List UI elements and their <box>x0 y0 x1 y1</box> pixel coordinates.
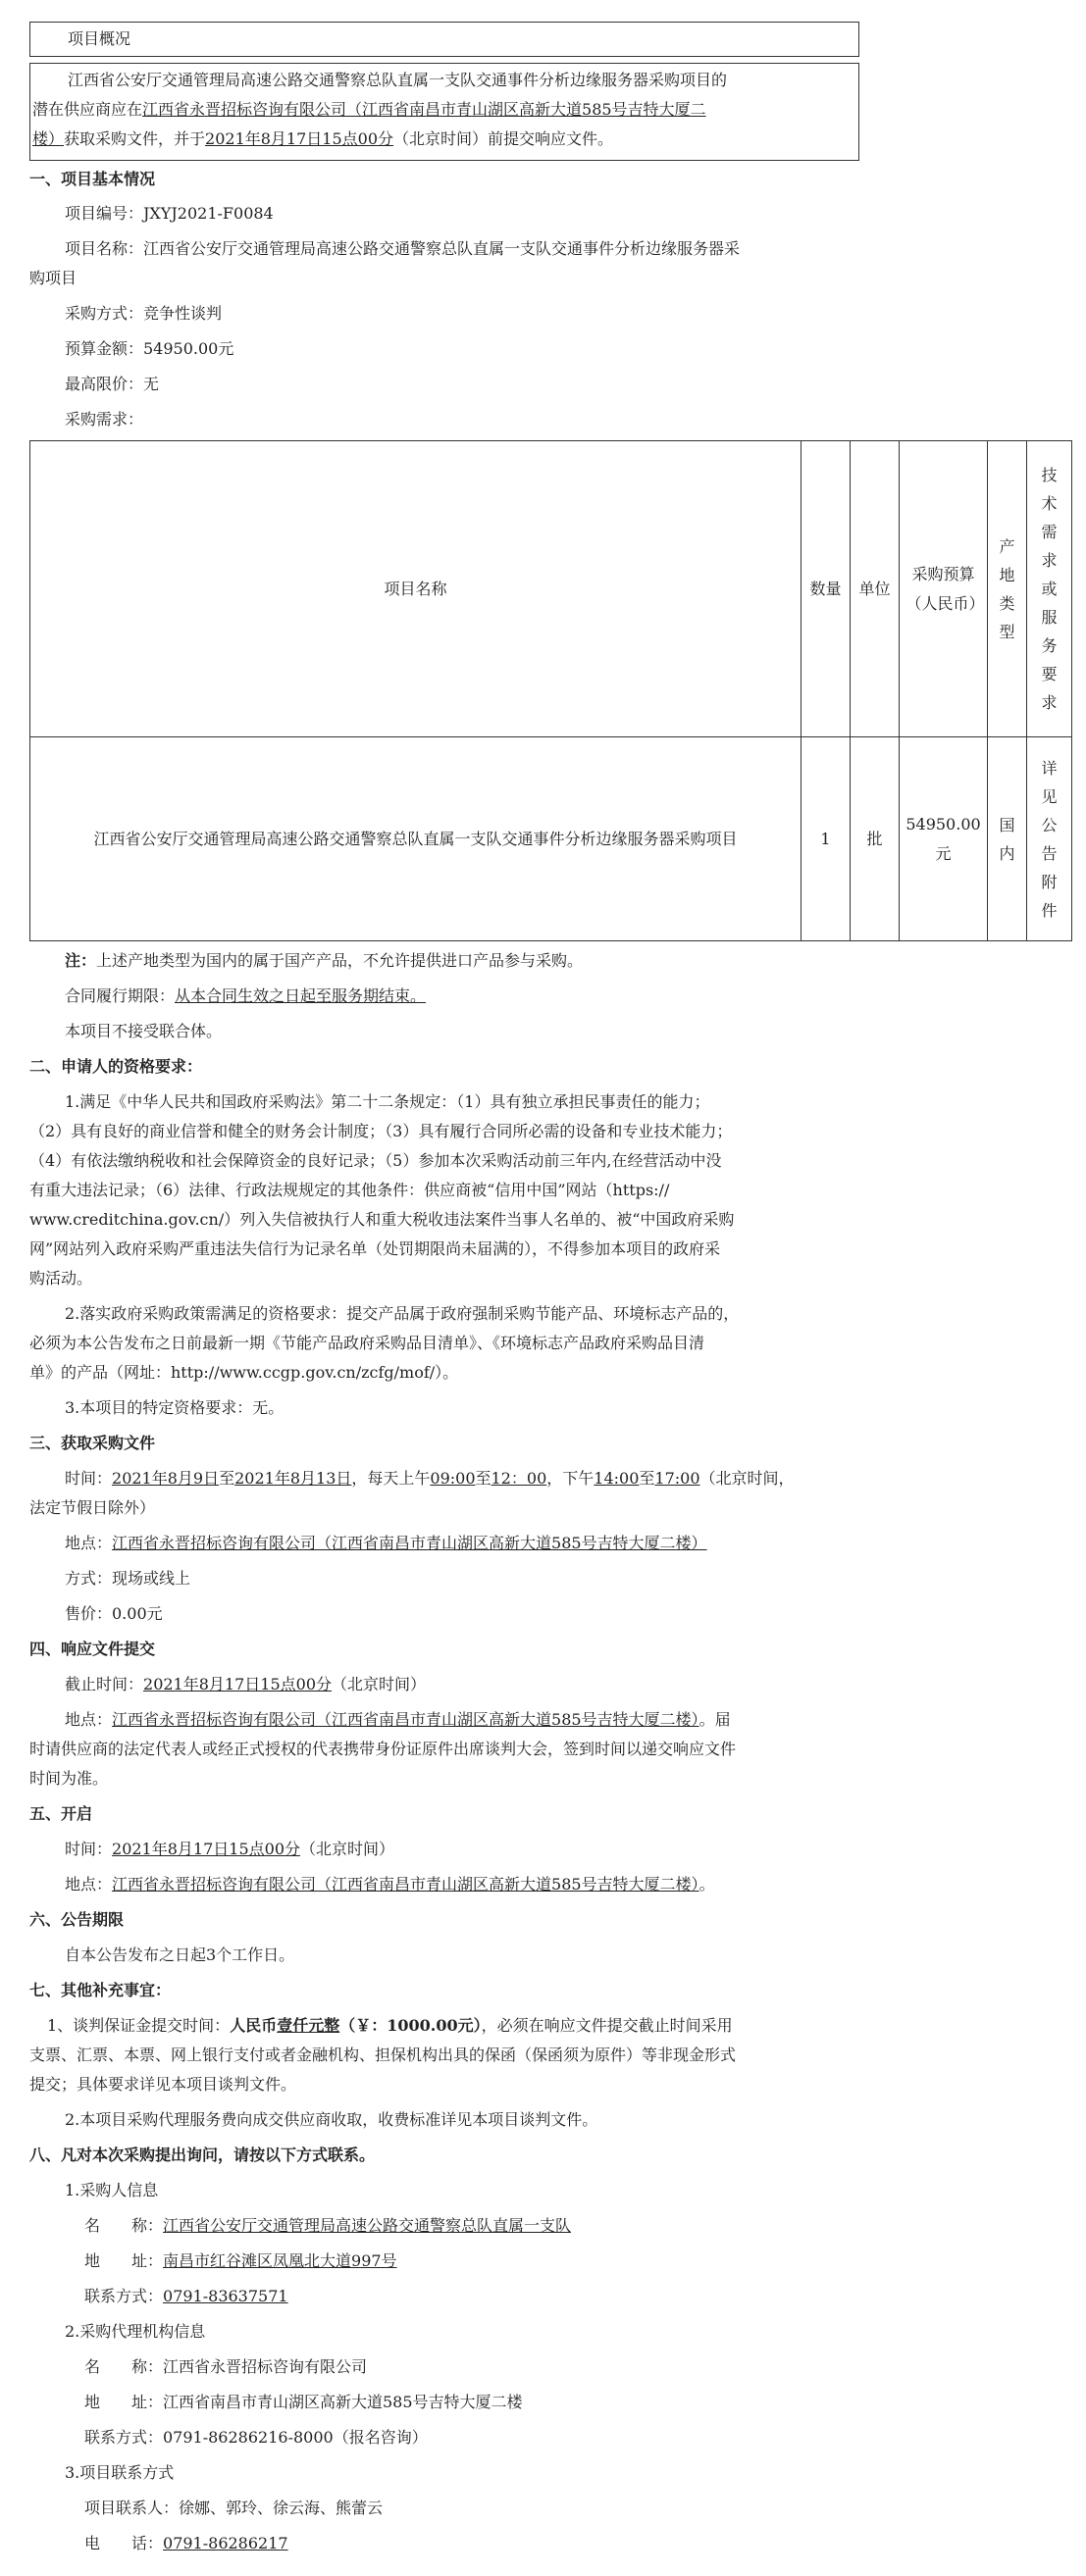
doc-acquisition-place <box>65 1533 707 1554</box>
intro-line-2-pre: 潜在供应商应在 <box>32 100 143 119</box>
agency-contact: 联系方式：0791-86286216-8000（报名咨询） <box>84 2428 428 2447</box>
header-unit: 单位 <box>851 441 900 737</box>
project-contact-person: 项目联系人：徐娜、郭玲、徐云海、熊蕾云 <box>84 2499 384 2517</box>
section-2-title: 二、申请人的资格要求： <box>29 1057 203 1076</box>
overview-intro-box <box>29 63 859 161</box>
deposit-label: 1、谈判保证金提交时间： <box>47 2016 231 2035</box>
address-label: 地 址： <box>84 2251 164 2270</box>
place-tail: 。届 <box>698 1710 731 1729</box>
cell-unit: 批 <box>851 737 900 941</box>
cell-tech-requirements: 详见公告附件 <box>1027 737 1072 941</box>
qualification-1-line-7: 购活动。 <box>29 1269 93 1288</box>
table-row <box>30 737 1072 941</box>
submission-line-2: 时请供应商的法定代表人或经正式授权的代表携带身份证原件出席谈判大会，签到时间以递交响应文件 <box>29 1740 737 1758</box>
date-to: 2021年8月13日 <box>234 1469 352 1488</box>
place-label: 地点： <box>65 1875 113 1894</box>
contract-period-line <box>65 985 426 1007</box>
section-8-title: 八、凡对本次采购提出询问，请按以下方式联系。 <box>29 2146 376 2164</box>
overview-title-box <box>29 22 859 57</box>
intro-agency-address-end: 楼） <box>32 129 65 148</box>
requirements-table <box>29 440 1072 941</box>
contact-value: 0791-83637571 <box>163 2287 288 2305</box>
pm-to: 17:00 <box>654 1469 700 1488</box>
time-value: 2021年8月17日15点00分 <box>112 1840 300 1858</box>
deposit-line-1 <box>47 2015 733 2037</box>
purchaser-name <box>84 2215 571 2237</box>
contract-period-value: 从本合同生效之日起至服务期结束。 <box>175 986 427 1005</box>
time-label: 时间： <box>65 1469 113 1488</box>
contact-label: 联系方式： <box>84 2287 164 2305</box>
date-from: 2021年8月9日 <box>112 1469 220 1488</box>
place-value: 江西省永晋招标咨询有限公司（江西省南昌市青山湖区高新大道585号吉特大厦二楼） <box>112 1710 699 1729</box>
phone-value: 0791-86286217 <box>163 2534 288 2552</box>
timezone-text: （北京时间， <box>699 1469 795 1488</box>
doc-price: 售价：0.00元 <box>65 1604 163 1623</box>
am-from: 09:00 <box>430 1469 476 1488</box>
intro-agency-address: 江西省永晋招标咨询有限公司（江西省南昌市青山湖区高新大道585号吉特大厦二 <box>142 100 706 119</box>
qualification-1-line-4: 有重大违法记录；（6）法律、行政法规规定的其他条件：供应商被“信用中国”网站（https:// <box>29 1181 670 1199</box>
header-tech-requirements: 技术需求或服务要求 <box>1027 441 1072 737</box>
am-text: ，每天上午 <box>351 1469 431 1488</box>
cell-origin-type: 国内 <box>988 737 1027 941</box>
intro-line-2 <box>32 99 706 121</box>
note-line <box>65 950 583 972</box>
qualification-1-line-2: （2）具有良好的商业信誉和健全的财务会计制度；（3）具有履行合同所必需的设备和专业技术能力； <box>29 1122 733 1140</box>
pm-text: ，下午 <box>546 1469 595 1488</box>
agency-info-title: 2.采购代理机构信息 <box>65 2322 206 2341</box>
submission-place <box>65 1709 731 1731</box>
submission-line-3: 时间为准。 <box>29 1769 109 1788</box>
section-7-title: 七、其他补充事宜： <box>29 1981 172 1999</box>
intro-deadline: 2021年8月17日15点00分 <box>205 129 394 148</box>
qualification-1-line-1: 1.满足《中华人民共和国政府采购法》第二十二条规定：（1）具有独立承担民事责任的能力； <box>65 1092 710 1111</box>
phone-label: 电 话： <box>84 2534 164 2552</box>
agency-address: 地 址：江西省南昌市青山湖区高新大道585号吉特大厦二楼 <box>84 2393 523 2411</box>
purchaser-contact <box>84 2286 288 2307</box>
deposit-line-2: 支票、汇票、本票、网上银行支付或者金融机构、担保机构出具的保函（保函须为原件）等非现金形式 <box>29 2046 737 2064</box>
contract-period-label: 合同履行期限： <box>65 986 176 1005</box>
max-price: 最高限价：无 <box>65 375 160 393</box>
place-label: 地点： <box>65 1534 113 1552</box>
doc-acquisition-time <box>65 1468 795 1490</box>
opening-place <box>65 1874 715 1895</box>
cell-budget: 54950.00元 <box>900 737 988 941</box>
time-tz: （北京时间） <box>300 1840 395 1858</box>
qualification-2-line-1: 2.落实政府采购政策需满足的资格要求：提交产品属于政府强制采购节能产品、环境标志产品的， <box>65 1304 740 1323</box>
project-name-line-2: 购项目 <box>29 269 78 287</box>
address-value: 南昌市红谷滩区凤凰北大道997号 <box>163 2251 397 2270</box>
deadline-tz: （北京时间） <box>332 1675 427 1693</box>
doc-acquisition-method: 方式：现场或线上 <box>65 1569 191 1588</box>
pm-from: 14:00 <box>594 1469 640 1488</box>
project-contact-phone <box>84 2533 288 2554</box>
deadline-value: 2021年8月17日15点00分 <box>143 1675 332 1693</box>
procurement-demand-label: 采购需求： <box>65 410 144 429</box>
section-1-title: 一、项目基本情况 <box>29 170 156 188</box>
name-value: 江西省公安厅交通管理局高速公路交通警察总队直属一支队 <box>163 2216 572 2235</box>
place-tail: 。 <box>698 1875 715 1894</box>
cell-project-name: 江西省公安厅交通管理局高速公路交通警察总队直属一支队交通事件分析边缘服务器采购项目 <box>30 737 802 941</box>
deposit-amount-words: 壹仟元整 <box>277 2016 340 2035</box>
announcement-period: 自本公告发布之日起3个工作日。 <box>65 1945 295 1964</box>
note-label: 注： <box>65 951 97 970</box>
table-header-row <box>30 441 1072 737</box>
deadline-label: 截止时间： <box>65 1675 144 1693</box>
project-number: 项目编号：JXYJ2021-F0084 <box>65 204 274 223</box>
qualification-3: 3.本项目的特定资格要求：无。 <box>65 1398 284 1417</box>
header-project-name: 项目名称 <box>30 441 802 737</box>
overview-title: 项目概况 <box>68 29 131 48</box>
to-text: 至 <box>219 1469 235 1488</box>
project-name-line-1: 项目名称：江西省公安厅交通管理局高速公路交通警察总队直属一支队交通事件分析边缘服务器采 <box>65 239 741 258</box>
place-value: 江西省永晋招标咨询有限公司（江西省南昌市青山湖区高新大道585号吉特大厦二楼） <box>112 1534 707 1552</box>
deposit-rule: ，必须在响应文件提交截止时间采用 <box>481 2016 733 2035</box>
to-text: 至 <box>639 1469 655 1488</box>
consortium-note: 本项目不接受联合体。 <box>65 1022 223 1040</box>
budget-amount: 预算金额：54950.00元 <box>65 339 234 358</box>
intro-line-3-post: （北京时间）前提交响应文件。 <box>393 129 614 148</box>
cell-quantity: 1 <box>802 737 851 941</box>
purchaser-info-title: 1.采购人信息 <box>65 2181 159 2199</box>
doc-acquisition-time-note: 法定节假日除外） <box>29 1498 156 1517</box>
procurement-method: 采购方式：竞争性谈判 <box>65 304 223 323</box>
time-label: 时间： <box>65 1840 113 1858</box>
agency-fee-note: 2.本项目采购代理服务费向成交供应商收取，收费标准详见本项目谈判文件。 <box>65 2110 598 2129</box>
section-6-title: 六、公告期限 <box>29 1910 125 1929</box>
section-3-title: 三、获取采购文件 <box>29 1434 156 1452</box>
qualification-2-line-3: 单》的产品（网址：http://www.ccgp.gov.cn/zcfg/mof/）。 <box>29 1363 459 1382</box>
place-label: 地点： <box>65 1710 113 1729</box>
header-quantity: 数量 <box>802 441 851 737</box>
purchaser-address <box>84 2250 397 2272</box>
deposit-line-3: 提交；具体要求详见本项目谈判文件。 <box>29 2075 297 2094</box>
note-text: 上述产地类型为国内的属于国产产品，不允许提供进口产品参与采购。 <box>96 951 584 970</box>
to-text: 至 <box>475 1469 491 1488</box>
deposit-currency: 人民币 <box>230 2016 278 2035</box>
name-label: 名 称： <box>84 2216 164 2235</box>
am-to: 12：00 <box>491 1469 547 1488</box>
place-value: 江西省永晋招标咨询有限公司（江西省南昌市青山湖区高新大道585号吉特大厦二楼） <box>112 1875 699 1894</box>
deposit-amount: （￥：1000.00元） <box>339 2016 482 2035</box>
section-4-title: 四、响应文件提交 <box>29 1640 156 1658</box>
qualification-1-line-3: （4）有依法缴纳税收和社会保障资金的良好记录；（5）参加本次采购活动前三年内,在经营活动中没 <box>29 1151 722 1170</box>
intro-line-3 <box>32 128 613 150</box>
section-5-title: 五、开启 <box>29 1804 93 1823</box>
header-origin-type: 产地类型 <box>988 441 1027 737</box>
qualification-1-line-5: www.creditchina.gov.cn/）列入失信被执行人和重大税收违法案件当事人名单的、被“中国政府采购 <box>29 1210 735 1229</box>
qualification-2-line-2: 必须为本公告发布之日前最新一期《节能产品政府采购品目清单》、《环境标志产品政府采购品目清 <box>29 1334 705 1352</box>
project-contact-title: 3.项目联系方式 <box>65 2463 175 2482</box>
intro-line-3-mid: 获取采购文件，并于 <box>64 129 206 148</box>
agency-name: 名 称：江西省永晋招标咨询有限公司 <box>84 2357 368 2376</box>
qualification-1-line-6: 网”网站列入政府采购严重违法失信行为记录名单（处罚期限尚未届满的），不得参加本项目的政府采 <box>29 1239 721 1258</box>
intro-line-1: 江西省公安厅交通管理局高速公路交通警察总队直属一支队交通事件分析边缘服务器采购项目的 <box>68 71 728 89</box>
submission-deadline <box>65 1674 426 1695</box>
header-budget: 采购预算（人民币） <box>900 441 988 737</box>
opening-time <box>65 1839 394 1860</box>
